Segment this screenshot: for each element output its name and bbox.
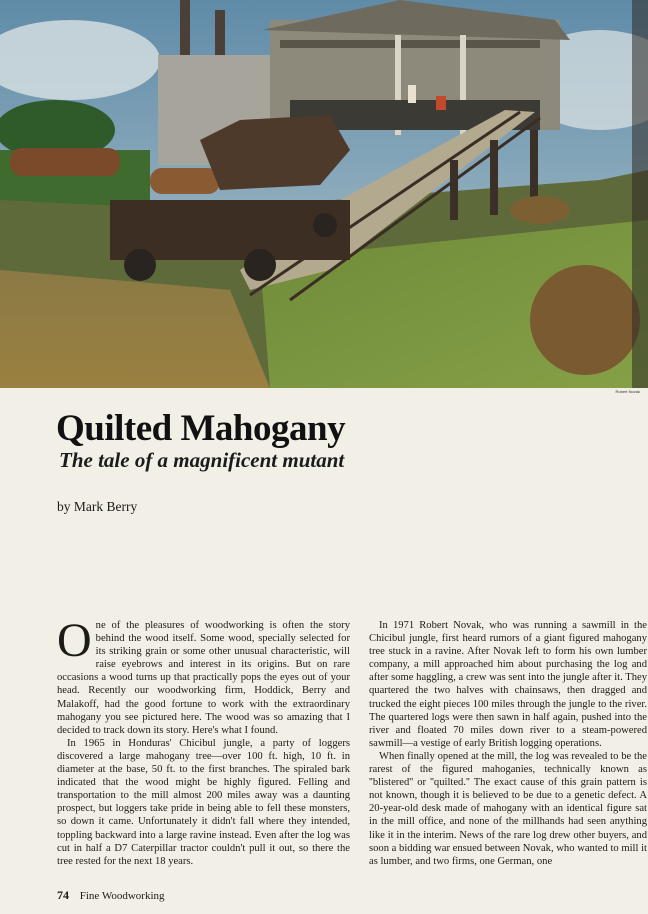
paragraph: In 1965 in Honduras' Chicibul jungle, a party of loggers discovered a large mahogany tree—over 100 ft. high, 10 ft. in diameter at the base, 50 ft. to the first branches. The spiraled bark indicated that the wood might be highly figured. Felling and transportation to the mill almost 200 miles away was a daunting prospect, but loggers take pride in being able to fell these monsters, so down it came. Unfortunately it didn't fall where they intended, toppling backward into a large ravine instead. Even after the log was cut in half a D7 Caterpillar tractor couldn't pull it out, so there the tree rested for the next 18 years. [57,737,350,867]
sawmill-photo [0,0,648,388]
byline: by Mark Berry [57,499,138,514]
magazine-name: Fine Woodworking [79,890,165,902]
article-column-right [369,619,647,868]
paragraph: One of the pleasures of woodworking is often the story behind the wood itself. Some wood, specially selected for its striking grain or some other unusual characteristic, will raise eyebrows and interest in its origins. But on rare occasions a wood turns up that practically pops the eyes out of your head. Recently our woodworking firm, Hoddick, Berry and Malakoff, had the good fortune to work with the extraordinary mahogany you see pictured here. The wood was so amazing that I decided to track down its story. Here's what I found. [57,614,350,736]
page-footer [57,888,165,903]
article-title: Quilted Mahogany [56,408,346,449]
paragraph: In 1971 Robert Novak, who was running a sawmill in the Chicibul jungle, first heard rumors of a giant figured mahogany tree stuck in a ravine. After Novak left to form his own lumber company, a mill approached him about purchasing the log and after some haggling, a crew was sent into the jungle after it. They quartered the two halves with chainsaws, then dragged and trucked the eight pieces 100 miles through the jungle to the river. The quartered logs were then sawn in half again, pushed into the river and floated 70 miles down river to a steam-powered sawmill—a vestige of early British logging operations. [369,620,647,749]
page-number: 74 [57,888,69,902]
drop-cap: O [57,614,92,667]
sawmill-photo-illustration [0,0,648,388]
paragraph: When finally opened at the mill, the log was revealed to be the rarest of the figured mahoganies, technically known as ''blistered'' or ''quilted.'' The exact cause of this grain pattern is not known, though it is believed to be due to a genetic defect. A 20-year-old desk made of mahogany with an identical figure sat in the mill office, and none of the millhands had seen anything like it in the interim. News of the rare log drew other buyers, and soon a bidding war ensued between Novak, who wanted to mill it as lumber, and two firms, one German, one [369,750,647,867]
photo-credit: Robert Novak [615,389,640,394]
article-subtitle: The tale of a magnificent mutant [59,448,345,472]
article-column-left [57,614,350,868]
